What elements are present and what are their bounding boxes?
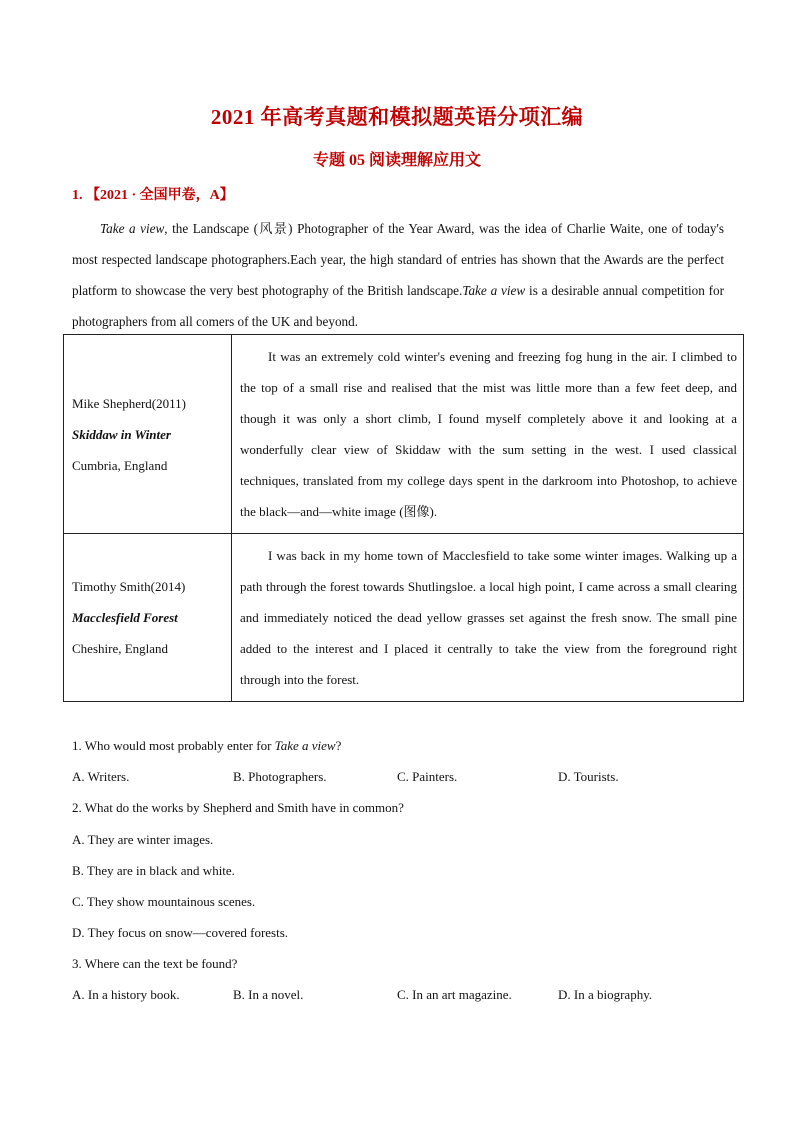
document-subtitle: 专题 05 阅读理解应用文	[312, 152, 481, 169]
intro-title-italic-2: Take a view	[462, 283, 526, 298]
entry-text: I was back in my home town of Macclesfield to take some winter images. Walking up a path through the forest towards Shutlingsloe. a local high point, I came across a small clearing and immediately noticed the dead yellow grasses set against the fresh snow. The small pine added to the interest and I placed it centrally to take the view from the foreground right through into the forest.	[240, 548, 737, 687]
table-row	[64, 534, 744, 702]
table-row	[64, 335, 744, 534]
option-d[interactable]: D. Tourists.	[558, 769, 619, 784]
option-c[interactable]: C. Painters.	[397, 769, 458, 784]
document-title: 2021 年高考真题和模拟题英语分项汇编	[210, 105, 584, 129]
photographer-name: Timothy Smith(2014)	[72, 579, 186, 594]
option-c[interactable]: C. In an art magazine.	[397, 987, 512, 1002]
work-location: Cheshire, England	[72, 641, 169, 656]
question-stem-text: 1. Who would most probably enter for	[72, 738, 275, 753]
work-location: Cumbria, England	[72, 457, 168, 473]
intro-text-2: is a desirable annual competition for photographers from all comers of the UK and beyond.	[72, 283, 725, 329]
entry-text-cell	[232, 335, 744, 534]
question-stem: 2. What do the works by Shepherd and Smith have in common?	[72, 800, 404, 815]
option-a[interactable]: A. They are winter images.	[72, 832, 214, 847]
intro-paragraph	[72, 213, 724, 337]
option-b[interactable]: B. Photographers.	[233, 769, 327, 784]
entry-text-cell	[232, 534, 744, 702]
entries-table	[63, 334, 744, 702]
question-stem	[72, 738, 341, 754]
option-a[interactable]: A. Writers.	[72, 769, 130, 784]
intro-title-italic: Take a view	[100, 221, 165, 236]
photographer-name: Mike Shepherd(2011)	[72, 395, 186, 411]
question-stem-italic: Take a view	[274, 738, 336, 753]
entry-info-cell	[64, 335, 232, 534]
intro-text-1: , the Landscape (风景) Photographer of the Year Award, was the idea of Charlie Waite, one of today's most respected landscape photographers.Each year, the high standard of entries has shown that the Awards are the perfect platform to showcase the very best photography of the British landscape.	[72, 221, 724, 298]
option-d[interactable]: D. They focus on snow—covered forests.	[72, 925, 289, 940]
option-d[interactable]: D. In a biography.	[558, 987, 653, 1002]
option-a[interactable]: A. In a history book.	[72, 987, 180, 1002]
option-b[interactable]: B. In a novel.	[233, 987, 304, 1002]
option-c[interactable]: C. They show mountainous scenes.	[72, 894, 256, 909]
entry-info-cell	[64, 534, 232, 702]
question-stem-suffix: ?	[335, 738, 342, 753]
question-source-label: 1. 【2021 · 全国甲卷，A】	[72, 188, 234, 203]
option-b[interactable]: B. They are in black and white.	[72, 863, 235, 878]
entry-text: It was an extremely cold winter's evening and freezing fog hung in the air. I climbed to the top of a small rise and realised that the mist was little more than a few feet deep, and though it was only a short climb, I found myself completely above it and looking at a wonderfully clear view of Skiddaw with the sum setting in the west. I used classical techniques, translated from my college days spent in the darkroom into Photoshop, to achieve the black—and—white image (图像).	[240, 349, 737, 519]
work-title: Skiddaw in Winter	[72, 426, 171, 442]
work-title: Macclesfield Forest	[72, 610, 178, 625]
question-stem: 3. Where can the text be found?	[72, 956, 238, 971]
